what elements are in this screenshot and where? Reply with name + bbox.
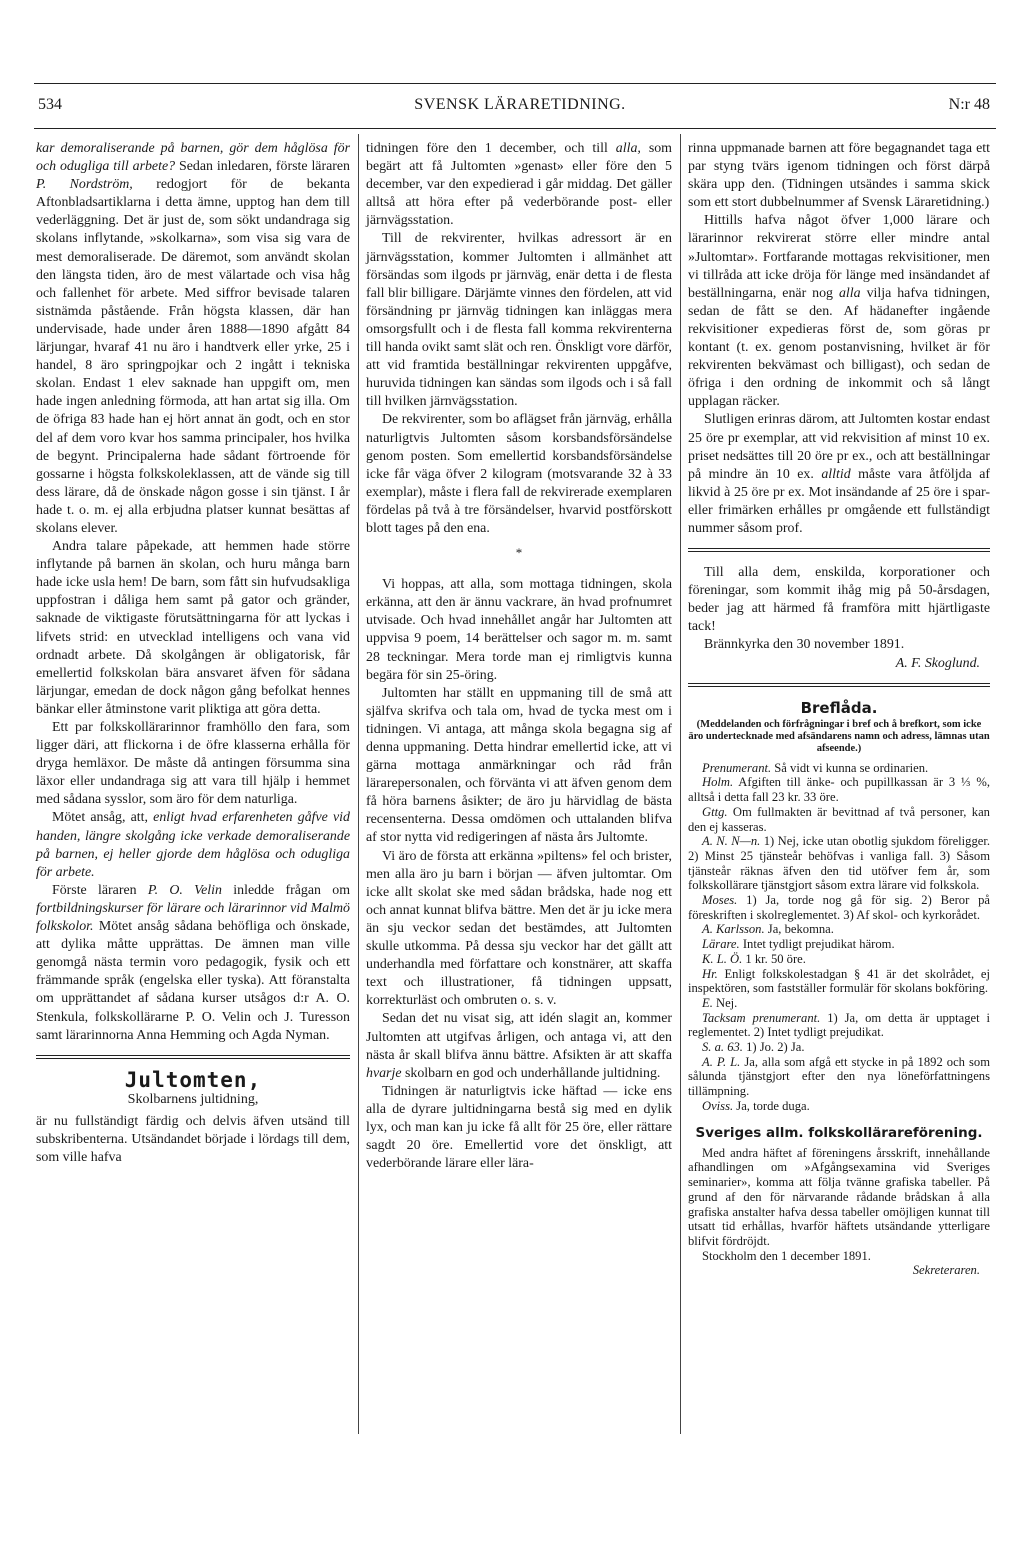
reply-text: Afgiften till änke- och pupillkassan är 3 ⅓ %, alltså i detta fall 23 kr. 33 öre. xyxy=(688,775,990,805)
reply-text: Intet tydligt prejudikat härom. xyxy=(742,937,895,952)
reply-label: Oviss. xyxy=(702,1098,734,1113)
brevlada-reply xyxy=(688,775,990,804)
reply-label: A. P. L. xyxy=(702,1054,741,1069)
brevlada-reply xyxy=(688,937,990,952)
brevlada-reply xyxy=(688,952,990,967)
reply-label: K. L. Ö. xyxy=(702,951,743,966)
association-date: Stockholm den 1 december 1891. xyxy=(702,1248,871,1263)
thanks-notice: Till alla dem, enskilda, korporationer och föreningar, som kommit ihåg mig på 50-årsdagen, beder jag att härmed få framföra mitt hjärtligaste tack! xyxy=(688,565,990,635)
col2-paragraph-1: tidningen före den 1 december, och till alla, som begärt att få Jultomten »genast» eller före den 5 december, var den expedierad i går middag. Det gäller alltså att höra efter på vederbörande post- eller järnvägsstation. xyxy=(366,141,672,229)
col1-paragraph-5: Förste läraren P. O. Velin inledde frågan om fortbildningskurser för lärare och lärarinnor vid Malmö folkskolor. Mötet ansåg sådana behöfliga och önskade, att dylika måtte upprättas. De ämnen man ville genomgå nästa termin voro pedagogik, fysik och ett främmande språk (engelska eller tyska). Att föranstalta om upprättandet af sådana kurser utsågos d:r A. O. Stenkula, folkskollärarne P. O. Velin och J. Turesson samt lärarinnorna Anna Hemming och Agda Nyman. xyxy=(36,882,350,1043)
brevlada-reply xyxy=(688,893,990,922)
reply-text: 1 kr. 50 öre. xyxy=(745,951,806,966)
section-rule xyxy=(36,1055,350,1059)
issue-number: N:r 48 xyxy=(948,96,990,113)
reply-text: Nej. xyxy=(716,995,738,1010)
column-rule-2 xyxy=(680,134,681,1434)
brevlada-reply xyxy=(688,967,990,996)
reply-label: Gttg. xyxy=(702,804,728,819)
reply-label: E. xyxy=(702,995,713,1010)
page-number: 534 xyxy=(38,96,62,113)
column-3 xyxy=(688,140,990,1278)
section-star: * xyxy=(515,545,523,561)
brevlada-reply xyxy=(688,1055,990,1099)
reply-text: 1) Nej, icke utan obotlig sjukdom föreligger. 2) Minst 25 tjänsteår behöfvas i vanliga fall. 3) Såsom tjänsteår räknas äfven den tid utöfver fem år, som folkskollärare tjänstgjort såsom extra lärare vid folkskola. xyxy=(688,834,990,893)
association-signature: Sekreteraren. xyxy=(912,1263,980,1278)
col2-paragraph-6: Vi äro de första att erkänna »piltens» fel och brister, men alla äro ju barn i början — äfven jultomtar. Om icke allt skolat ske med sådan brådska, hade nog ett och annat kunnat blifva bättre. Men det är ju icke mera än sju veckor sedan det bestämdes, att Jultomten skulle utkomma. På dessa sju veckor har det gällt att underhandla med författare och konstnärer, att skaffa text och illustrationer, få tidningen uppsatt, korrekturläst och ombruten o. s. v. xyxy=(366,848,672,1009)
reply-label: Lärare. xyxy=(702,937,740,952)
reply-label: Prenumerant. xyxy=(702,760,772,775)
jultomten-ad-title: Jultomten, xyxy=(124,1067,262,1092)
col3-paragraph-3: Slutligen erinras därom, att Jultomten kostar endast 25 öre pr exemplar, att vid rekvisition af minst 10 ex. priset nedsättes till 20 öre pr ex., och att beställningar på mindre än 10 ex. alltid måste vara åtföljda af likvid à 25 öre pr ex. Mot insändande af 25 öre i spar- eller frimärken erhålles pr omgående ett fullständigt nummer såsom prof. xyxy=(688,412,991,536)
reply-text: Ja, bekomna. xyxy=(767,922,834,937)
top-rule xyxy=(34,83,996,84)
reply-label: A. Karlsson. xyxy=(702,922,765,937)
brevlada-title: Breflåda. xyxy=(800,698,878,717)
reply-label: Holm. xyxy=(702,775,734,790)
header-rule xyxy=(34,128,996,129)
col1-paragraph-4: Mötet ansåg, att, enligt hvad erfarenheten gåfve vid handen, längre skolgång icke verkade demoraliserande på barnen, ej heller gjorde dem håglösa och odugliga för arbete. xyxy=(36,810,350,880)
col3-paragraph-1: rinna uppmanade barnen att före begagnandet taga ett par styng tvärs igenom tidningen och först därpå skära upp den. (Tidningen utsändes i samma skick som ett stort dubbelnummer af Svensk Läraretidning.) xyxy=(688,141,990,211)
col1-paragraph-3: Ett par folkskollärarinnor framhöllo den fara, som ligger däri, att flickorna i de öfre klasserna erhålla för dryga hemläxor. De måste då antingen försumma sina läxor eller undandraga sig att vara till hjälp i hemmet med sådana sysslor, som äro för dem naturliga. xyxy=(36,720,350,808)
col1-paragraph-1: kar demoraliserande på barnen, gör dem håglösa för och odugliga till arbete? Sedan inledaren, förste läraren P. Nordström, redogjort för de bekanta Aftonbladsartiklarna i detta ämne, upptog han dem till vederläggning. Det är just de, som sökt undandraga sig skolans inflytande, »skolkarna», som visa sig vara de mest demoraliserade. De däremot, som användt skolan den längsta tiden, äro de mest välartade och visa håg och fallenhet för arbete. Med siffror bevisade talaren sistnämda påstående. Från högsta klassen, där han undervisade, hade under åren 1888—1890 afgått 84 lärjungar, hvaraf 41 nu äro i handtverk eller yrke, 25 i handel, 8 äro springpojkar och 2 ingått i tekniska skolan. Endast 1 elev saknade han uppgift om, men hade ingen anledning förmoda, att han artat sig illa. Om de öfriga 83 hade han ej hört annat än godt, och en stor del af dem voro kvar hos samma principaler, hos hvilka de begynt. Principalerna hade sådant förtroende för gossarne i högsta folkskoleklassen, att de vände sig till dess lärare, då de önskade någon gosse i sin tjänst. I år hade t. o. m. ej alla erbjudna platser kunnat besättas af skolans elever. xyxy=(36,141,350,536)
column-1 xyxy=(36,140,350,1167)
reply-label: Hr. xyxy=(702,966,718,981)
col3-paragraph-2: Hittills hafva något öfver 1,000 lärare och lärarinnor rekvirerat större eller mindre antal »Jultomtar». Fortfarande mottagas rekvisitioner, men vi tillråda att icke dröja för länge med insändandet af beställningarna, enär nog alla vilja hafva tidningen, sedan de fått se den. Af hädanefter ingående rekvisitioner expedieras först de, som göras pr kontant (t. ex. genom postanvisning, hvilket är för rekvirenten bekvämast och billigast), och sedan de öfriga i den ordning de inkommit och så långt upplagan räcker. xyxy=(688,213,990,410)
reply-text: Om fullmakten är bevittnad af två personer, kan den ej kasseras. xyxy=(688,804,990,834)
reply-text: 1) Ja, om detta är upptaget i reglementet. 2) Intet tydligt prejudikat. xyxy=(688,1010,990,1040)
brevlada-note: (Meddelanden och förfrågningar i bref och å brefkort, som icke äro undertecknade med afsändarens namn och adress, lämnas utan afseende.) xyxy=(688,718,990,754)
col2-paragraph-5: Jultomten har ställt en uppmaning till de små att själfva skrifva och tala om, hvad de tycka mest om i tidningen. Vi antaga, att många skola begagna sig af denna uppmaning. Detta hindrar emellertid icke, att vi gärna mottaga anmärkningar och råd från lärarepersonalen, och förvänta vi att äfven genom dem få höra barnens åsikter; de äro ju härvidlag de bästa recensenterna. Dessa omdömen och uttalanden blifva af stor nytta vid redigeringen af nästa års Jultomte. xyxy=(366,685,672,846)
thanks-place-date: Brännkyrka den 30 november 1891. xyxy=(704,637,905,653)
reply-label: Tacksam prenumerant. xyxy=(702,1010,821,1025)
brevlada-reply xyxy=(688,922,990,937)
brevlada-reply xyxy=(688,761,990,776)
column-2 xyxy=(366,140,672,1173)
association-text: Med andra häftet af föreningens årsskrift, innehållande afhandlingen om »Afgångsexamina vid Sveriges seminarier», komma att följa tvänne grafiska tabeller. På grund af den för närvarande rådande brådskan å alla grafiska anstalter hafva dessa tabeller omöjligen kunnat till utsatt tid erhållas, hvarför häftets utsändande ytterligare blifvit fördröjdt. xyxy=(688,1145,990,1248)
reply-text: 1) Jo. 2) Ja. xyxy=(746,1040,805,1055)
journal-title: SVENSK LÄRARETIDNING. xyxy=(414,96,626,113)
column-rule-1 xyxy=(358,134,359,1434)
reply-text: Ja, alla som afgå ett stycke in på 1892 och som sålunda tjänstgjort efter den nya löneförfattningens tillämpning. xyxy=(688,1054,990,1099)
brevlada-replies xyxy=(688,761,990,1114)
jultomten-ad-subtitle: Skolbarnens jultidning, xyxy=(127,1091,259,1107)
reply-label: Moses. xyxy=(702,893,738,908)
col2-paragraph-2: Till de rekvirenter, hvilkas adressort är en järnvägsstation, kommer Jultomten i allmänhet att försändas som ilgods pr järnväg, enär detta i de flesta fall blir billigare. Därjämte vinnes den fördelen, att vid försändning pr järnväg tidningen kan inläggas mera omsorgsfullt och i de flesta fall komma rekvirenterna till handa ovikt samt slät och ren. Önskligt vore därför, att vid framtida beställningar rekvirenten uppgåfve, huruvida tidningen kan sändas som ilgods och i så fall till hvilken järnvägsstation. xyxy=(366,231,672,410)
col1-paragraph-2: Andra talare påpekade, att hemmen hade större inflytande på barnen än skolan, och huru många barn hade icke usla hem! De barn, som fått sin hufvudsakliga uppfostran i dåliga hem samt på gator och gränder, saknade de viktigaste förutsättningarna för att lyckas i lifvets strid: en utvecklad intelligens och vana vid ordnadt arbete. Då skolgången är obligatorisk, får emellertid folkskolan bära ansvaret äfven för sådana lärjungar, emedan de dock någon gång befolkat hennes bänkar eller åtminstone varit pliktiga att göra detta. xyxy=(36,539,350,717)
reply-label: A. N. N—n. xyxy=(702,834,761,849)
reply-label: S. a. 63. xyxy=(702,1040,743,1055)
jultomten-ad-text: är nu fullständigt färdig och delvis äfven utsänd till subskribenterna. Utsändandet började i lördags till dem, som ville hafva xyxy=(36,1113,350,1166)
col2-paragraph-7: Sedan det nu visat sig, att idén slagit an, kommer Jultomten att utgifvas årligen, och antaga vi, att den nästa år skall blifva ännu bättre. Afsikten är att skaffa hvarje skolbarn en god och underhållande jultidning. xyxy=(366,1011,672,1081)
col2-paragraph-4: Vi hoppas, att alla, som mottaga tidningen, skola erkänna, att den är ännu vackrare, än hvad profnumret utvisade. Och hvad innehållet angår har Jultomten att uppvisa 9 poem, 14 berättelser och sagor m. m. samt 28 teckningar. Mera torde man ej rimligtvis kunna begära för sin 25-öring. xyxy=(366,577,672,683)
reply-text: Ja, torde duga. xyxy=(736,1098,810,1113)
col2-paragraph-8: Tidningen är naturligtvis icke häftad — icke ens alla de dyrare jultidningarna bestå sig med en dylik lyx, och man kan ju icke få allt för 25 öre, eller rättare sagdt 20 öre. Emellertid vore det önskligt, att vederbörande lärare eller lära- xyxy=(366,1083,672,1172)
association-title: Sveriges allm. folkskollärareförening. xyxy=(695,1124,983,1141)
reply-text: 1) Ja, torde nog gå för sig. 2) Beror på föreskriften i skolreglementet. 3) Af skol- och kyrkorådet. xyxy=(688,893,991,922)
reply-text: Så vidt vi kunna se ordinarien. xyxy=(774,760,929,775)
brevlada-reply xyxy=(688,1099,990,1114)
brevlada-reply xyxy=(688,805,990,834)
association-notice xyxy=(688,1146,990,1278)
thanks-signature: A. F. Skoglund. xyxy=(895,655,980,671)
section-rule xyxy=(688,683,990,687)
brevlada-reply xyxy=(688,1011,990,1040)
reply-text: Enligt folkskolestadgan § 41 är det skolrådet, ej inspektören, som fastställer formulär för skolans bokföring. xyxy=(688,966,991,996)
brevlada-reply xyxy=(688,834,990,893)
col2-paragraph-3: De rekvirenter, som bo aflägset från järnväg, erhålla naturligtvis Jultomten såsom korsbandsförsändelse genom posten. Som emellertid korsbandsförsändelse icke får väga öfver 2 kilogram (motsvarande 32 à 33 exemplar), måste i flera fall de rekvirerade exemplaren fördelas på två à tre försändelser, hvarvid postförskott blott tages på den ena. xyxy=(366,412,672,536)
brevlada-reply xyxy=(688,996,990,1011)
brevlada-reply xyxy=(688,1040,990,1055)
section-rule xyxy=(688,548,990,552)
